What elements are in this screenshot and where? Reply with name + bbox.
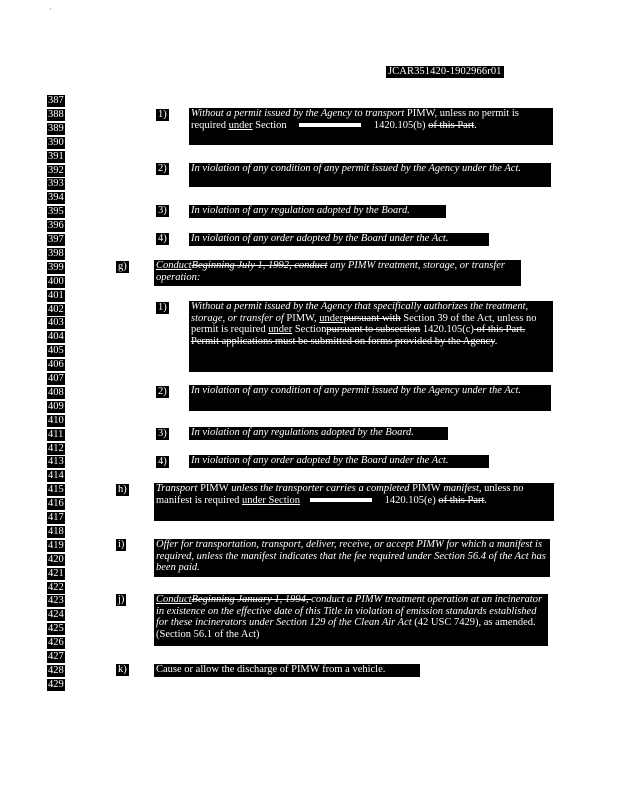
text-segment: 1420.105(b) bbox=[371, 119, 429, 131]
text-segment: under bbox=[319, 312, 344, 324]
item-text bbox=[189, 205, 446, 218]
text-segment: (42 USC 7429), as amended. (Section 56.1 of the Act) bbox=[156, 617, 536, 640]
line-number: 400 bbox=[48, 275, 64, 287]
text-segment: In violation of any regulations adopted by the Board. bbox=[191, 427, 414, 438]
item-label: 3) bbox=[158, 428, 167, 439]
text-segment: Section bbox=[252, 119, 290, 131]
text-segment: Cause or allow the discharge of PIMW from a vehicle. bbox=[156, 664, 386, 675]
text-segment: of this Part bbox=[438, 494, 485, 506]
item-label: j) bbox=[118, 594, 125, 605]
line-number: 420 bbox=[48, 553, 64, 565]
item-text bbox=[154, 594, 548, 646]
line-number: 404 bbox=[48, 331, 64, 343]
item-label: 1) bbox=[158, 109, 167, 120]
line-number: 409 bbox=[48, 400, 64, 412]
line-number: 397 bbox=[48, 234, 64, 245]
item-text bbox=[189, 455, 489, 468]
line-number: 406 bbox=[48, 359, 64, 371]
item-label: k) bbox=[118, 664, 127, 675]
line-number: 425 bbox=[48, 623, 64, 635]
text-segment: Offer for transportation, transport, deliver, receive, or accept PIMW for which a manifest is required, unless the manifest indicates that the fee required under Section 56.4 of the Act has been paid. bbox=[156, 539, 546, 574]
line-number: 403 bbox=[48, 317, 64, 329]
line-number: 417 bbox=[48, 512, 64, 523]
line-number: 387 bbox=[48, 95, 64, 106]
line-number: 412 bbox=[48, 442, 64, 454]
line-number: 422 bbox=[48, 581, 64, 593]
line-number: 411 bbox=[48, 428, 64, 440]
text-segment: Transport bbox=[156, 483, 201, 494]
item-text bbox=[189, 233, 489, 246]
line-number: 391 bbox=[48, 150, 64, 162]
text-segment: . bbox=[484, 494, 488, 506]
item-text bbox=[189, 163, 551, 187]
line-number: 428 bbox=[48, 664, 64, 676]
text-segment: manifest bbox=[440, 483, 479, 494]
text-segment: PIMW bbox=[412, 483, 441, 494]
text-segment: pursuant to subsection bbox=[326, 324, 421, 336]
line-number: 390 bbox=[48, 136, 64, 148]
text-segment: under bbox=[228, 119, 253, 131]
line-number: 410 bbox=[48, 414, 64, 426]
text-segment: conduct a PIMW treatment operation at an incinerator in existence on the effective date of this Title in violation of emission standards established for these incinerators under Section 129 of the Clean Air Act bbox=[156, 594, 543, 629]
text-segment: . bbox=[474, 119, 477, 131]
text-segment: . bbox=[494, 335, 498, 347]
line-number: 429 bbox=[48, 678, 64, 690]
line-number: 401 bbox=[48, 289, 64, 301]
item-label: 4) bbox=[158, 456, 167, 467]
line-number: 426 bbox=[48, 637, 64, 649]
line-number: 421 bbox=[48, 567, 64, 579]
text-segment: PIMW bbox=[406, 108, 435, 119]
item-text bbox=[189, 385, 551, 411]
text-segment: of this Part. Permit applications must be submitted on forms provided by the Agency bbox=[191, 324, 526, 347]
text-segment: PIMW bbox=[200, 483, 229, 494]
text-segment: In violation of any condition of any permit issued by the Agency under the Act. bbox=[191, 163, 522, 174]
line-number: 416 bbox=[48, 498, 64, 510]
item-label: i) bbox=[118, 539, 125, 550]
text-segment: Conduct bbox=[156, 594, 192, 605]
text-segment: any PIMW treatment, storage, or transfer operation: bbox=[156, 260, 505, 283]
text-segment: 1420.105(e) bbox=[382, 494, 439, 506]
scan-mark bbox=[50, 8, 51, 10]
item-label: 1) bbox=[158, 302, 167, 313]
line-number: 405 bbox=[48, 345, 64, 357]
item-text bbox=[154, 664, 420, 677]
line-number: 427 bbox=[48, 651, 64, 662]
item-label: 2) bbox=[158, 386, 167, 397]
item-text bbox=[189, 427, 448, 440]
text-segment: In violation of any order adopted by the Board under the Act. bbox=[191, 233, 449, 244]
line-number: 389 bbox=[48, 122, 64, 134]
item-label: h) bbox=[118, 484, 127, 495]
line-number: 396 bbox=[48, 220, 64, 232]
line-number: 392 bbox=[48, 164, 64, 176]
text-segment: Section bbox=[292, 324, 327, 336]
text-segment: In violation of any regulation adopted by the Board. bbox=[191, 205, 410, 216]
text-segment: under Section bbox=[242, 494, 301, 506]
redaction-mark bbox=[304, 498, 378, 502]
line-number: 408 bbox=[48, 386, 64, 398]
line-number: 399 bbox=[48, 261, 64, 273]
line-number: 418 bbox=[48, 525, 64, 537]
text-segment: In violation of any condition of any permit issued by the Agency under the Act. bbox=[191, 385, 522, 396]
line-number: 388 bbox=[48, 108, 64, 120]
text-segment: , unless no permit is required bbox=[191, 108, 519, 131]
item-text bbox=[189, 108, 553, 145]
item-text bbox=[154, 260, 521, 286]
item-text bbox=[154, 539, 550, 577]
text-segment: under bbox=[268, 324, 293, 336]
text-segment: Conduct bbox=[156, 260, 192, 271]
item-label: 3) bbox=[158, 205, 167, 216]
line-number: 413 bbox=[48, 456, 64, 468]
item-text bbox=[154, 483, 554, 521]
item-label: 2) bbox=[158, 163, 167, 174]
line-number: 398 bbox=[48, 247, 64, 259]
text-segment: unless the transporter carries a completed bbox=[228, 483, 413, 494]
text-segment: PIMW, bbox=[286, 312, 320, 324]
text-segment: Beginning July 1, 1992, conduct bbox=[191, 260, 328, 271]
item-label: 4) bbox=[158, 233, 167, 244]
line-number: 393 bbox=[48, 178, 64, 190]
text-segment: , unless no manifest is required bbox=[156, 483, 524, 506]
line-number: 402 bbox=[48, 303, 64, 315]
line-number: 394 bbox=[48, 192, 64, 204]
line-number: 423 bbox=[48, 595, 64, 607]
document-id: JCAR351420-1902966r01 bbox=[388, 66, 502, 77]
text-segment: Without a permit issued by the Agency to transport bbox=[191, 108, 407, 119]
text-segment: of this Part bbox=[428, 119, 475, 131]
line-number: 395 bbox=[48, 206, 64, 218]
text-segment: In violation of any order adopted by the Board under the Act. bbox=[191, 455, 449, 466]
item-text bbox=[189, 301, 553, 372]
text-segment: Without a permit issued by the Agency that specifically authorizes the treatment, storage, or transfer of bbox=[191, 301, 529, 324]
redaction-mark bbox=[293, 123, 367, 127]
line-number: 414 bbox=[48, 470, 64, 482]
text-segment: Beginning January 1, 1994, bbox=[191, 594, 312, 605]
text-segment: Section 39 of the Act, unless no permit is required bbox=[191, 312, 537, 336]
line-number: 419 bbox=[48, 539, 64, 551]
text-segment: pursuant with bbox=[343, 312, 401, 324]
item-label: g) bbox=[118, 261, 127, 272]
line-number: 415 bbox=[48, 484, 64, 496]
line-number: 407 bbox=[48, 373, 64, 384]
text-segment: 1420.105(c) bbox=[420, 324, 474, 336]
line-number: 424 bbox=[48, 609, 64, 621]
